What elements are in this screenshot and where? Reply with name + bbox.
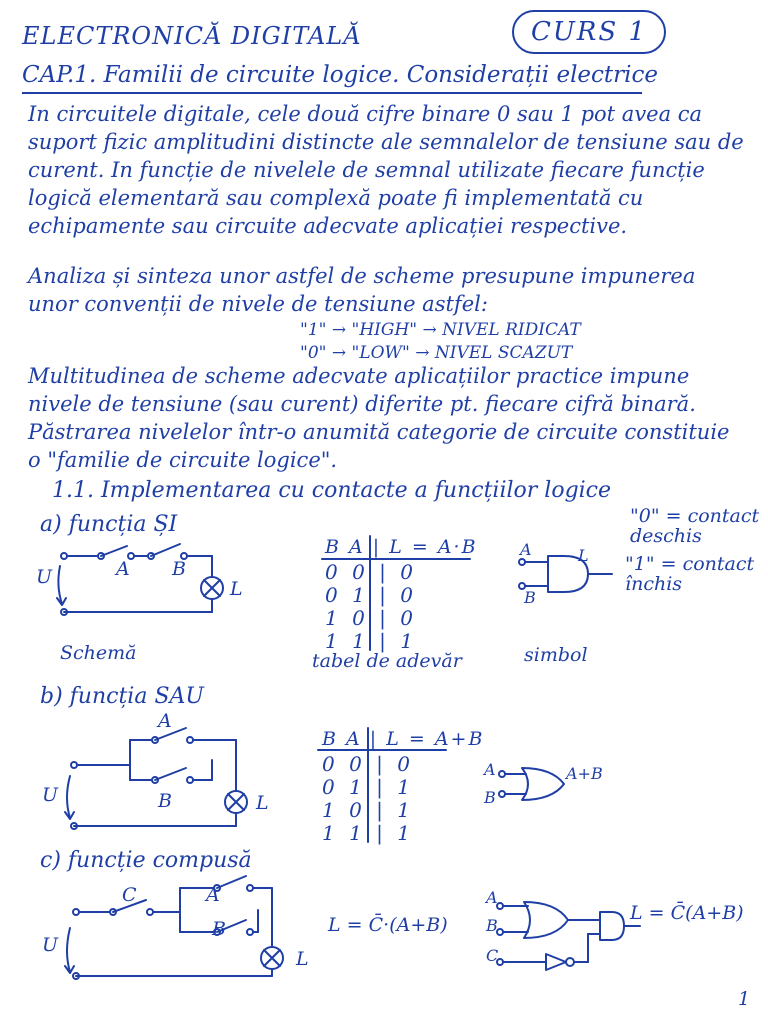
and-switch-a-label: A xyxy=(116,558,130,580)
and-caption-schema: Schemă xyxy=(60,642,137,664)
compound-gate-symbol xyxy=(497,902,640,970)
chapter-title: CAP.1. Familii de circuite logice. Considerații electrice xyxy=(22,62,659,88)
or-truth-row: 0 0 | 0 xyxy=(322,752,414,776)
and-truth-row: 0 1 | 0 xyxy=(325,583,417,607)
and-circuit-schematic xyxy=(57,544,223,615)
and-gate-output: L xyxy=(578,546,589,565)
and-truth-header: B A | L = A·B xyxy=(325,536,478,558)
or-gate-input-a: A xyxy=(484,760,496,779)
compound-switch-a-label: A xyxy=(206,884,220,906)
and-gate-symbol xyxy=(519,556,612,592)
or-gate-output: A+B xyxy=(566,764,603,783)
and-caption-symbol: simbol xyxy=(524,644,588,666)
compound-switch-b-label: B xyxy=(212,918,226,940)
and-truth-row: 1 0 | 0 xyxy=(325,606,417,630)
convention-closed: "1" = contact închis xyxy=(625,553,755,595)
and-truth-row: 0 0 | 0 xyxy=(325,560,417,584)
or-truth-row: 0 1 | 1 xyxy=(322,775,414,799)
compound-equation: L = C̄·(A+B) xyxy=(328,914,448,936)
compound-switch-c-label: C xyxy=(122,884,137,906)
compound-lamp-label: L xyxy=(296,948,309,970)
and-truth-table-lines xyxy=(322,536,470,650)
section-title: 1.1. Implementarea cu contacte a funcțiilor logice xyxy=(52,478,612,503)
and-switch-b-label: B xyxy=(172,558,186,580)
and-gate-input-b: B xyxy=(524,588,536,607)
intro-paragraph-2: Analiza și sinteza unor astfel de scheme presupune impunerea unor convenții de nivele de tensiune astfel: xyxy=(28,264,696,316)
compound-gate-input-c: C xyxy=(486,946,499,965)
compound-circuit-schematic xyxy=(65,876,283,979)
or-circuit-schematic xyxy=(65,728,247,829)
or-lamp-label: L xyxy=(256,792,269,814)
or-gate-input-b: B xyxy=(484,788,496,807)
or-title: b) funcția SAU xyxy=(40,684,204,709)
page-number: 1 xyxy=(738,988,751,1010)
or-switch-b-label: B xyxy=(158,790,172,812)
or-truth-row: 1 0 | 1 xyxy=(322,798,414,822)
mapping-high: "1" → "HIGH" → NIVEL RIDICAT xyxy=(300,320,581,340)
compound-gate-output: L = C̄(A+B) xyxy=(630,902,744,924)
and-source-label: U xyxy=(36,566,53,588)
and-caption-table: tabel de adevăr xyxy=(312,650,462,672)
course-badge: CURS 1 xyxy=(512,10,666,54)
compound-source-label: U xyxy=(42,934,59,956)
or-source-label: U xyxy=(42,784,59,806)
or-truth-table-lines xyxy=(318,728,446,842)
course-title: ELECTRONICĂ DIGITALĂ xyxy=(22,22,362,50)
or-gate-symbol xyxy=(499,768,564,800)
intro-paragraph-3: Multitudinea de scheme adecvate aplicațiilor practice impune nivele de tensiune (sau curent) diferite pt. fiecare cifră binară. Păstrarea nivelelor într-o anumită categorie de circuite constituie o "familie de circuite logice". xyxy=(28,364,730,472)
intro-paragraph-1: In circuitele digitale, cele două cifre binare 0 sau 1 pot avea ca suport fizic amplitudini distincte ale semnalelor de tensiune sau de curent. In funcție de nivelele de semnal utilizate fiecare funcție logică elementară sau complexă poate fi implementată cu echipamente sau circuite adecvate aplicației respective. xyxy=(28,102,744,238)
convention-open: "0" = contact deschis xyxy=(630,505,760,547)
compound-title: c) funcție compusă xyxy=(40,848,252,873)
or-truth-header: B A | L = A+B xyxy=(322,728,485,750)
mapping-low: "0" → "LOW" → NIVEL SCAZUT xyxy=(300,343,573,363)
or-truth-row: 1 1 | 1 xyxy=(322,821,414,845)
and-title: a) funcția ȘI xyxy=(40,512,178,537)
or-switch-a-label: A xyxy=(158,710,172,732)
compound-gate-input-a: A xyxy=(486,888,498,907)
compound-gate-input-b: B xyxy=(486,916,498,935)
and-truth-row: 1 1 | 1 xyxy=(325,629,417,653)
and-lamp-label: L xyxy=(230,578,243,600)
and-gate-input-a: A xyxy=(520,540,532,559)
